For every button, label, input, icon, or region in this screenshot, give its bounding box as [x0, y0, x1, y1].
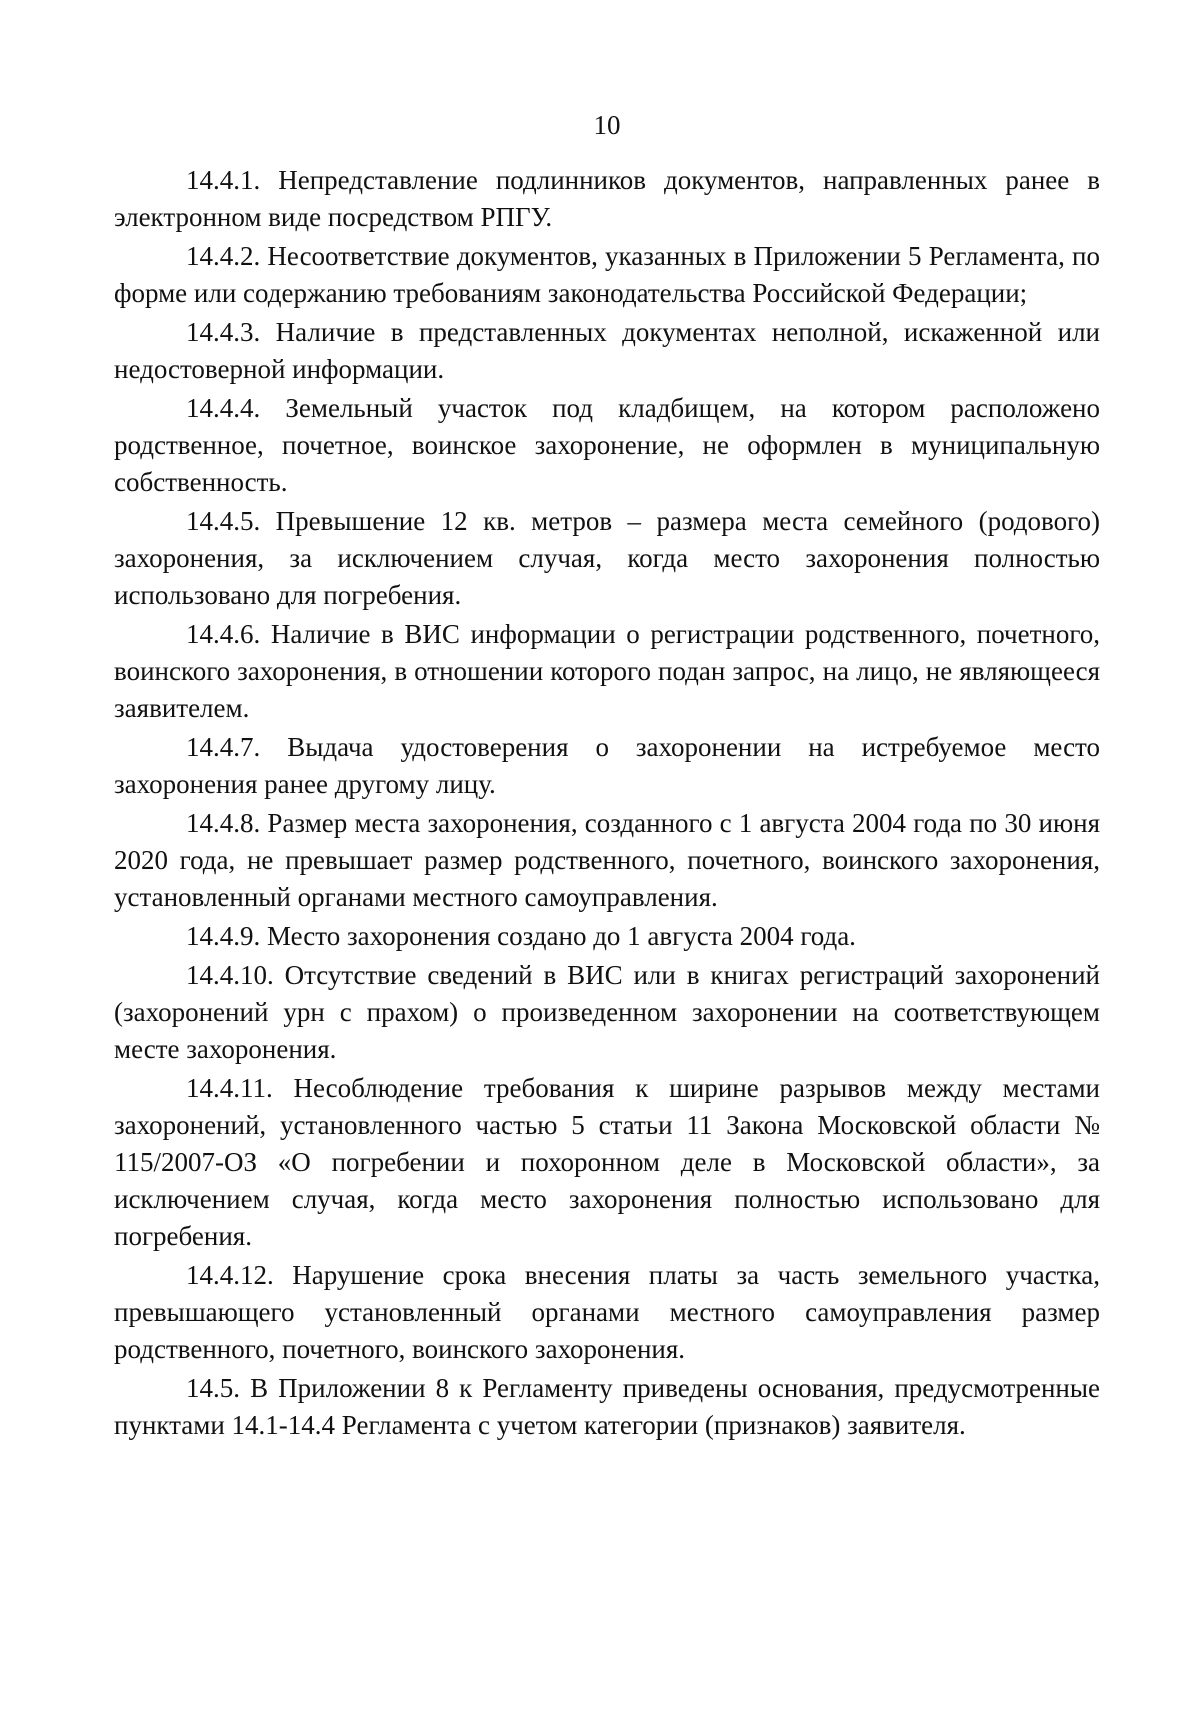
page-number: 10 — [593, 110, 621, 140]
paragraph-14-4-8: 14.4.8. Размер места захоронения, созданного с 1 августа 2004 года по 30 июня 2020 года, не превышает размер родственного, почетного, воинского захоронения, установленный органами местного самоуправления. — [114, 808, 1100, 912]
paragraph-14-4-1: 14.4.1. Непредставление подлинников документов, направленных ранее в электронном виде посредством РПГУ. — [114, 165, 1100, 232]
paragraph-14-4-11: 14.4.11. Несоблюдение требования к ширине разрывов между местами захоронений, установленного частью 5 статьи 11 Закона Московской области № 115/2007-ОЗ «О погребении и похоронном деле в Московской области», за исключением случая, когда место захоронения полностью использовано для погребения. — [114, 1073, 1100, 1251]
paragraph-14-4-5: 14.4.5. Превышение 12 кв. метров – размера места семейного (родового) захоронения, за исключением случая, когда место захоронения полностью использовано для погребения. — [114, 506, 1100, 610]
paragraph-14-4-10: 14.4.10. Отсутствие сведений в ВИС или в книгах регистраций захоронений (захоронений урн с прахом) о произведенном захоронении на соответствующем месте захоронения. — [114, 960, 1100, 1064]
paragraph-14-4-7: 14.4.7. Выдача удостоверения о захоронении на истребуемое место захоронения ранее другому лицу. — [114, 732, 1100, 799]
paragraph-14-4-2: 14.4.2. Несоответствие документов, указанных в Приложении 5 Регламента, по форме или содержанию требованиям законодательства Российской Федерации; — [114, 241, 1100, 308]
paragraph-14-4-3: 14.4.3. Наличие в представленных документах неполной, искаженной или недостоверной информации. — [114, 317, 1100, 384]
paragraph-14-4-9: 14.4.9. Место захоронения создано до 1 августа 2004 года. — [186, 921, 856, 951]
paragraph-14-4-6: 14.4.6. Наличие в ВИС информации о регистрации родственного, почетного, воинского захоронения, в отношении которого подан запрос, на лицо, не являющееся заявителем. — [114, 619, 1100, 723]
paragraph-14-4-4: 14.4.4. Земельный участок под кладбищем, на котором расположено родственное, почетное, воинское захоронение, не оформлен в муниципальную собственность. — [114, 393, 1100, 497]
paragraph-14-4-12: 14.4.12. Нарушение срока внесения платы за часть земельного участка, превышающего установленный органами местного самоуправления размер родственного, почетного, воинского захоронения. — [114, 1260, 1100, 1364]
paragraph-14-5: 14.5. В Приложении 8 к Регламенту приведены основания, предусмотренные пунктами 14.1-14.4 Регламента с учетом категории (признаков) заявителя. — [114, 1373, 1100, 1440]
